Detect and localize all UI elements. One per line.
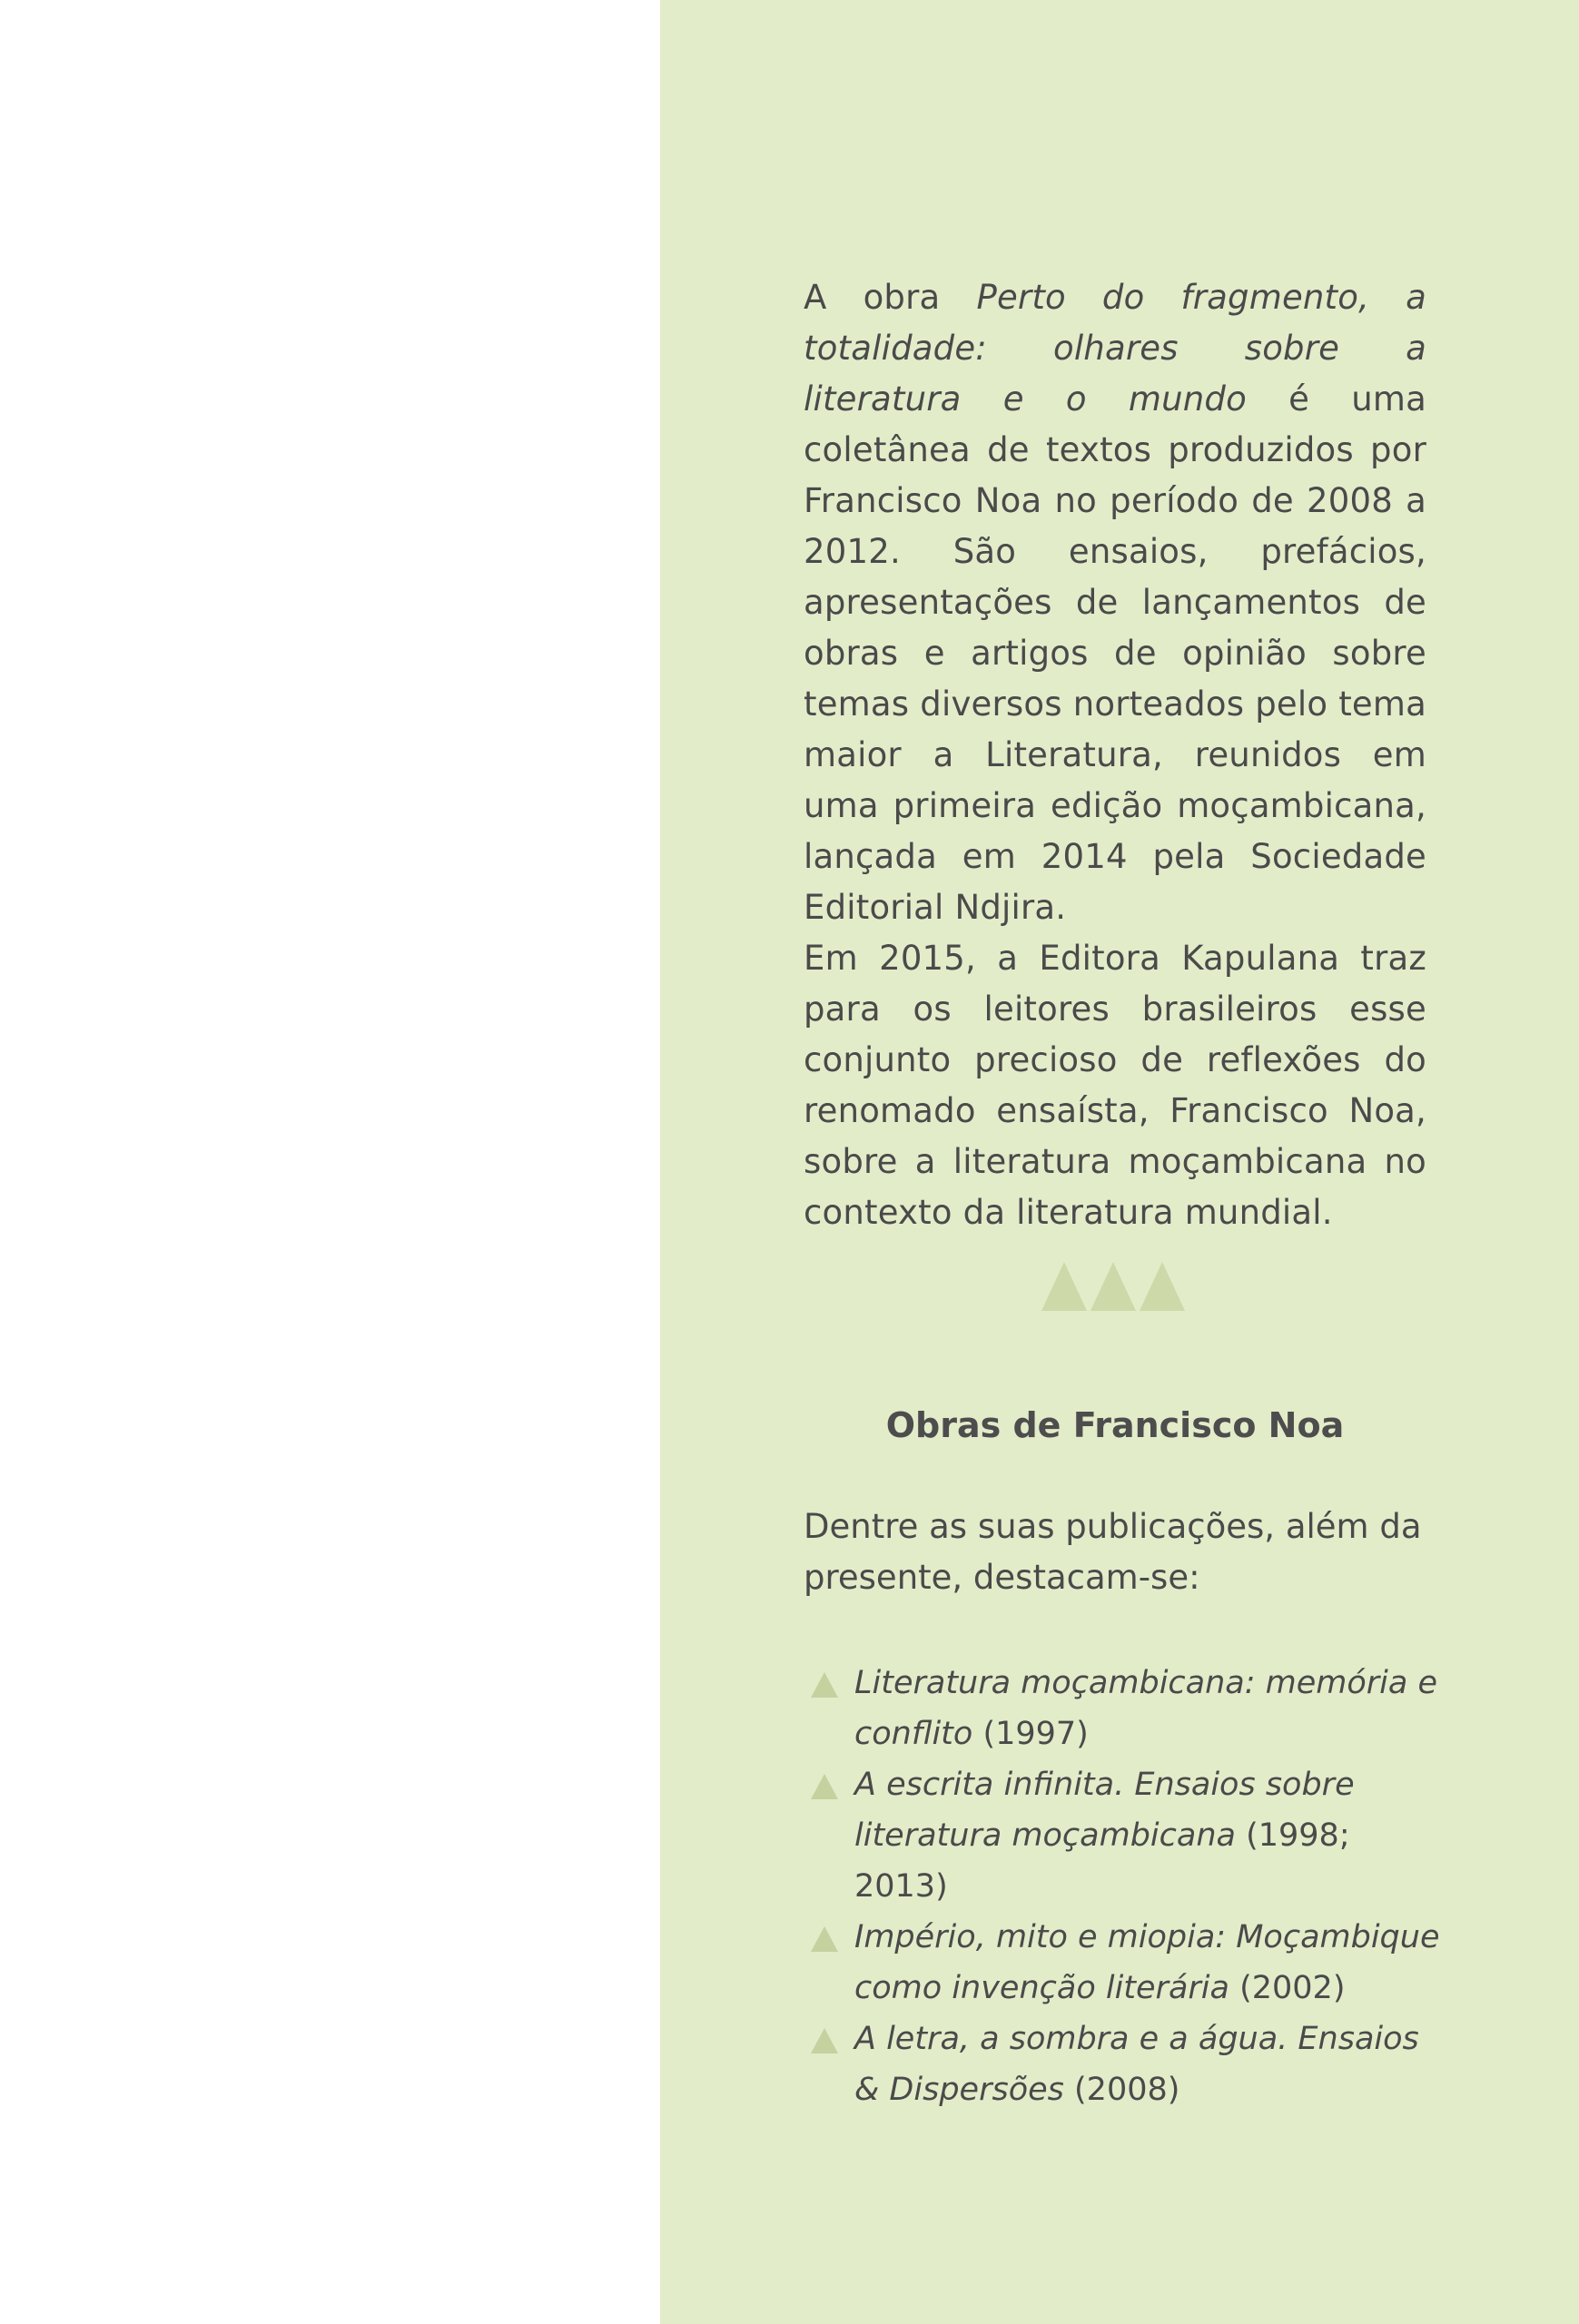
work-title: A letra, a sombra e a água. Ensaios & Dispersões <box>854 2021 1419 2108</box>
section-title: Obras de Francisco Noa <box>885 1405 1345 1445</box>
triangle-bullet-icon <box>811 1926 838 1952</box>
triangles-ornament-icon <box>1041 1262 1185 1313</box>
intro-block <box>804 272 1426 1238</box>
work-title: A escrita infinita. Ensaios sobre literatura moçambicana <box>854 1767 1355 1854</box>
triangle-icon <box>1041 1262 1087 1311</box>
list-item <box>811 1759 1446 1912</box>
list-item <box>811 2014 1446 2115</box>
work-year: (2008) <box>1063 2072 1180 2108</box>
intro-paragraph-2: Em 2015, a Editora Kapulana traz para os leitores brasileiros esse conjunto precioso de reflexões do renomado ensaísta, Francisco Noa, sobre a literatura moçambicana no contexto da literatura mundial. <box>804 939 1426 1232</box>
book-title: Perto do fragmento, a totalidade: olhares sobre a literatura e o mundo <box>804 278 1426 419</box>
triangle-bullet-icon <box>811 1672 838 1698</box>
intro-text-start: A obra <box>804 278 977 317</box>
list-item <box>811 1658 1446 1759</box>
intro-paragraph-1 <box>804 272 1426 933</box>
work-title: Literatura moçambicana: memória e conflito <box>854 1665 1438 1752</box>
works-list <box>811 1658 1446 2115</box>
triangle-bullet-icon <box>811 1774 838 1799</box>
triangle-bullet-icon <box>811 2028 838 2053</box>
work-year: (1998; 2013) <box>854 1817 1350 1905</box>
list-item <box>811 1912 1446 2014</box>
intro-text-end: é uma coletânea de textos produzidos por Francisco Noa no período de 2008 a 2012. São ensaios, prefácios, apresentações de lançamentos de obras e artigos de opinião sobre temas diversos norteados pelo tema maior a Literatura, reunidos em uma primeira edição moçambicana, lançada em 2014 pela Sociedade Editorial Ndjira. <box>804 379 1427 927</box>
work-year: (1997) <box>972 1716 1089 1752</box>
triangle-icon <box>1140 1262 1185 1311</box>
triangle-icon <box>1090 1262 1136 1311</box>
work-year: (2002) <box>1229 1970 1346 2006</box>
section-lead: Dentre as suas publicações, além da presente, destacam-se: <box>804 1507 1422 1597</box>
work-title: Império, mito e miopia: Moçambique como invenção literária <box>854 1919 1440 2006</box>
